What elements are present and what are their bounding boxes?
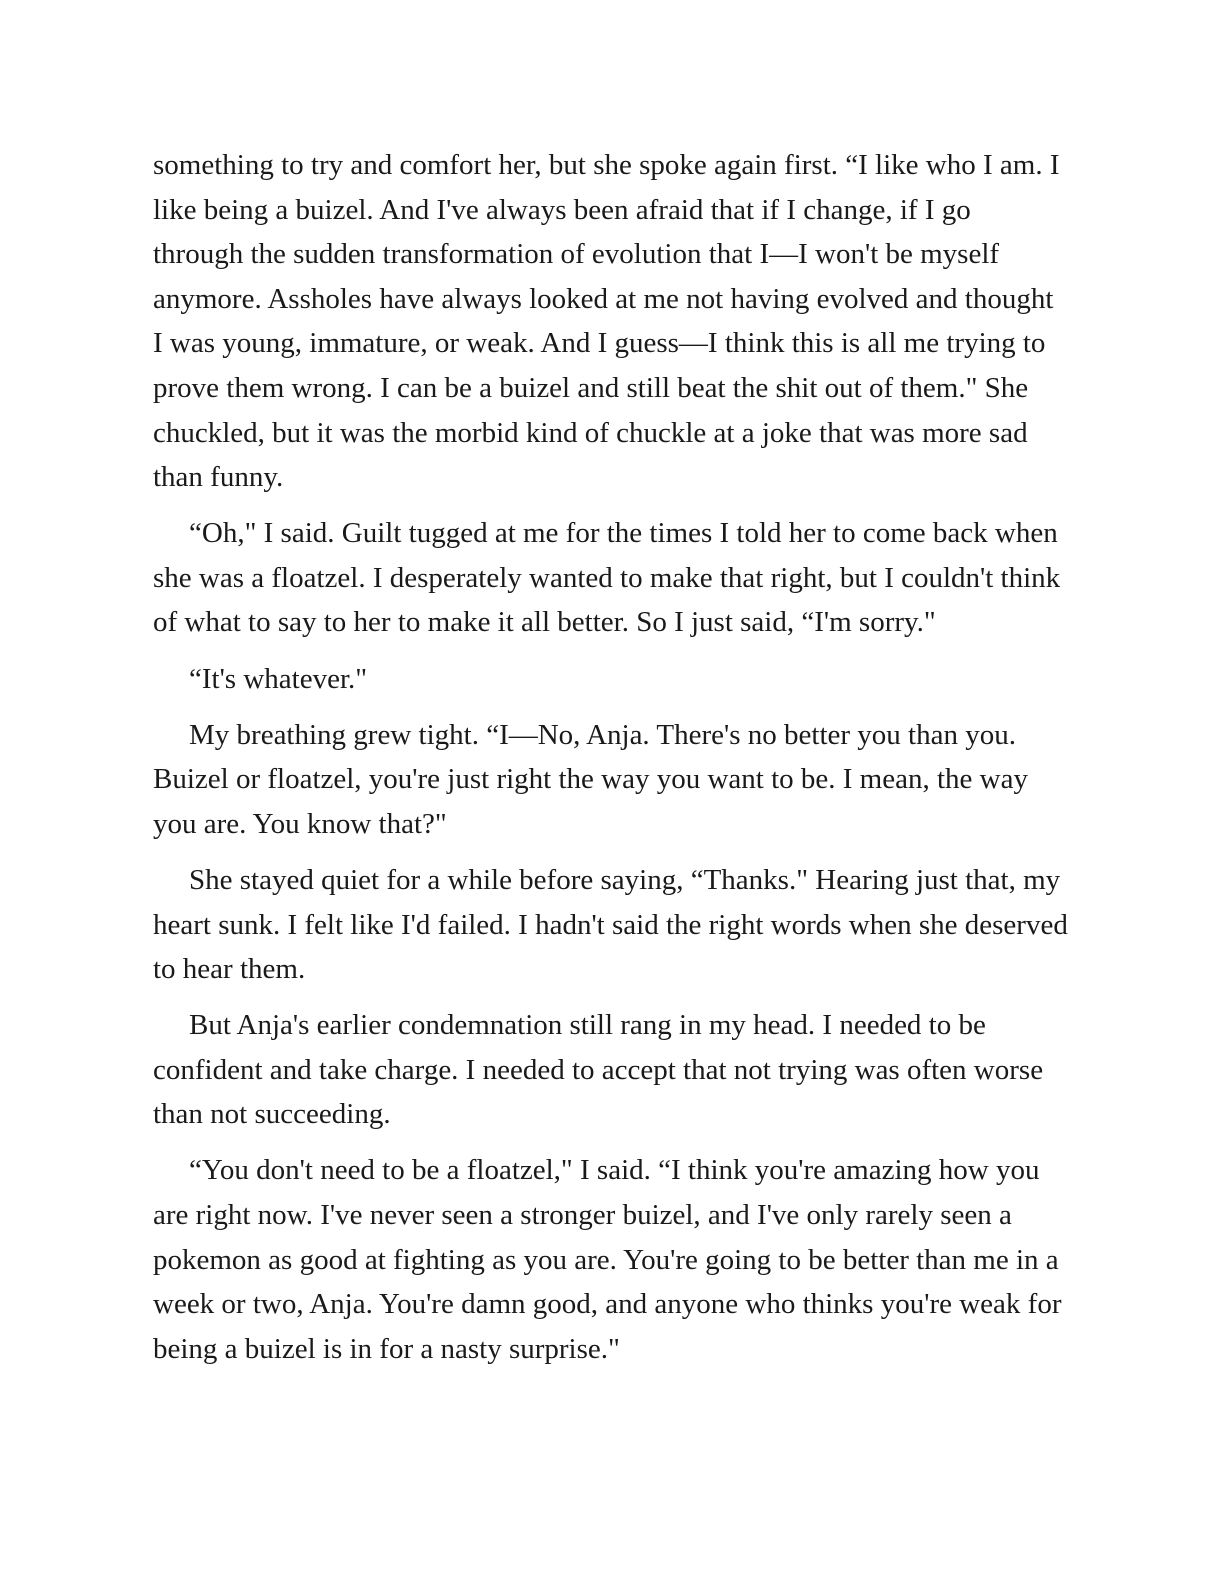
paragraph: “It's whatever." <box>189 662 368 695</box>
page-body <box>153 143 1068 1383</box>
paragraph-continued: something to try and comfort her, but she spoke again first. “I like who I am. I like being a buizel. And I've always been afraid that if I change, if I go through the sudden transformation of evolution that I—I won't be myself anymore. Assholes have always looked at me not having evolved and thought I was young, immature, or weak. And I guess—I think this is all me trying to prove them wrong. I can be a buizel and still beat the shit out of them." She chuckled, but it was the morbid kind of chuckle at a joke that was more sad than funny. <box>153 149 1060 494</box>
paragraph: My breathing grew tight. “I—No, Anja. There's no better you than you. Buizel or floatzel, you're just right the way you want to be. I mean, the way you are. You know that?" <box>153 718 1028 840</box>
paragraph: But Anja's earlier condemnation still rang in my head. I needed to be confident and take charge. I needed to accept that not trying was often worse than not succeeding. <box>153 1009 1044 1131</box>
paragraph: She stayed quiet for a while before saying, “Thanks." Hearing just that, my heart sunk. I felt like I'd failed. I hadn't said the right words when she deserved to hear them. <box>153 863 1068 986</box>
paragraph: “Oh," I said. Guilt tugged at me for the times I told her to come back when she was a floatzel. I desperately wanted to make that right, but I couldn't think of what to say to her to make it all better. So I just said, “I'm sorry." <box>153 517 1061 639</box>
paragraph: “You don't need to be a floatzel," I said. “I think you're amazing how you are right now. I've never seen a stronger buizel, and I've only rarely seen a pokemon as good at fighting as you are. You're going to be better than me in a week or two, Anja. You're damn good, and anyone who thinks you're weak for being a buizel is in for a nasty surprise." <box>153 1154 1062 1365</box>
